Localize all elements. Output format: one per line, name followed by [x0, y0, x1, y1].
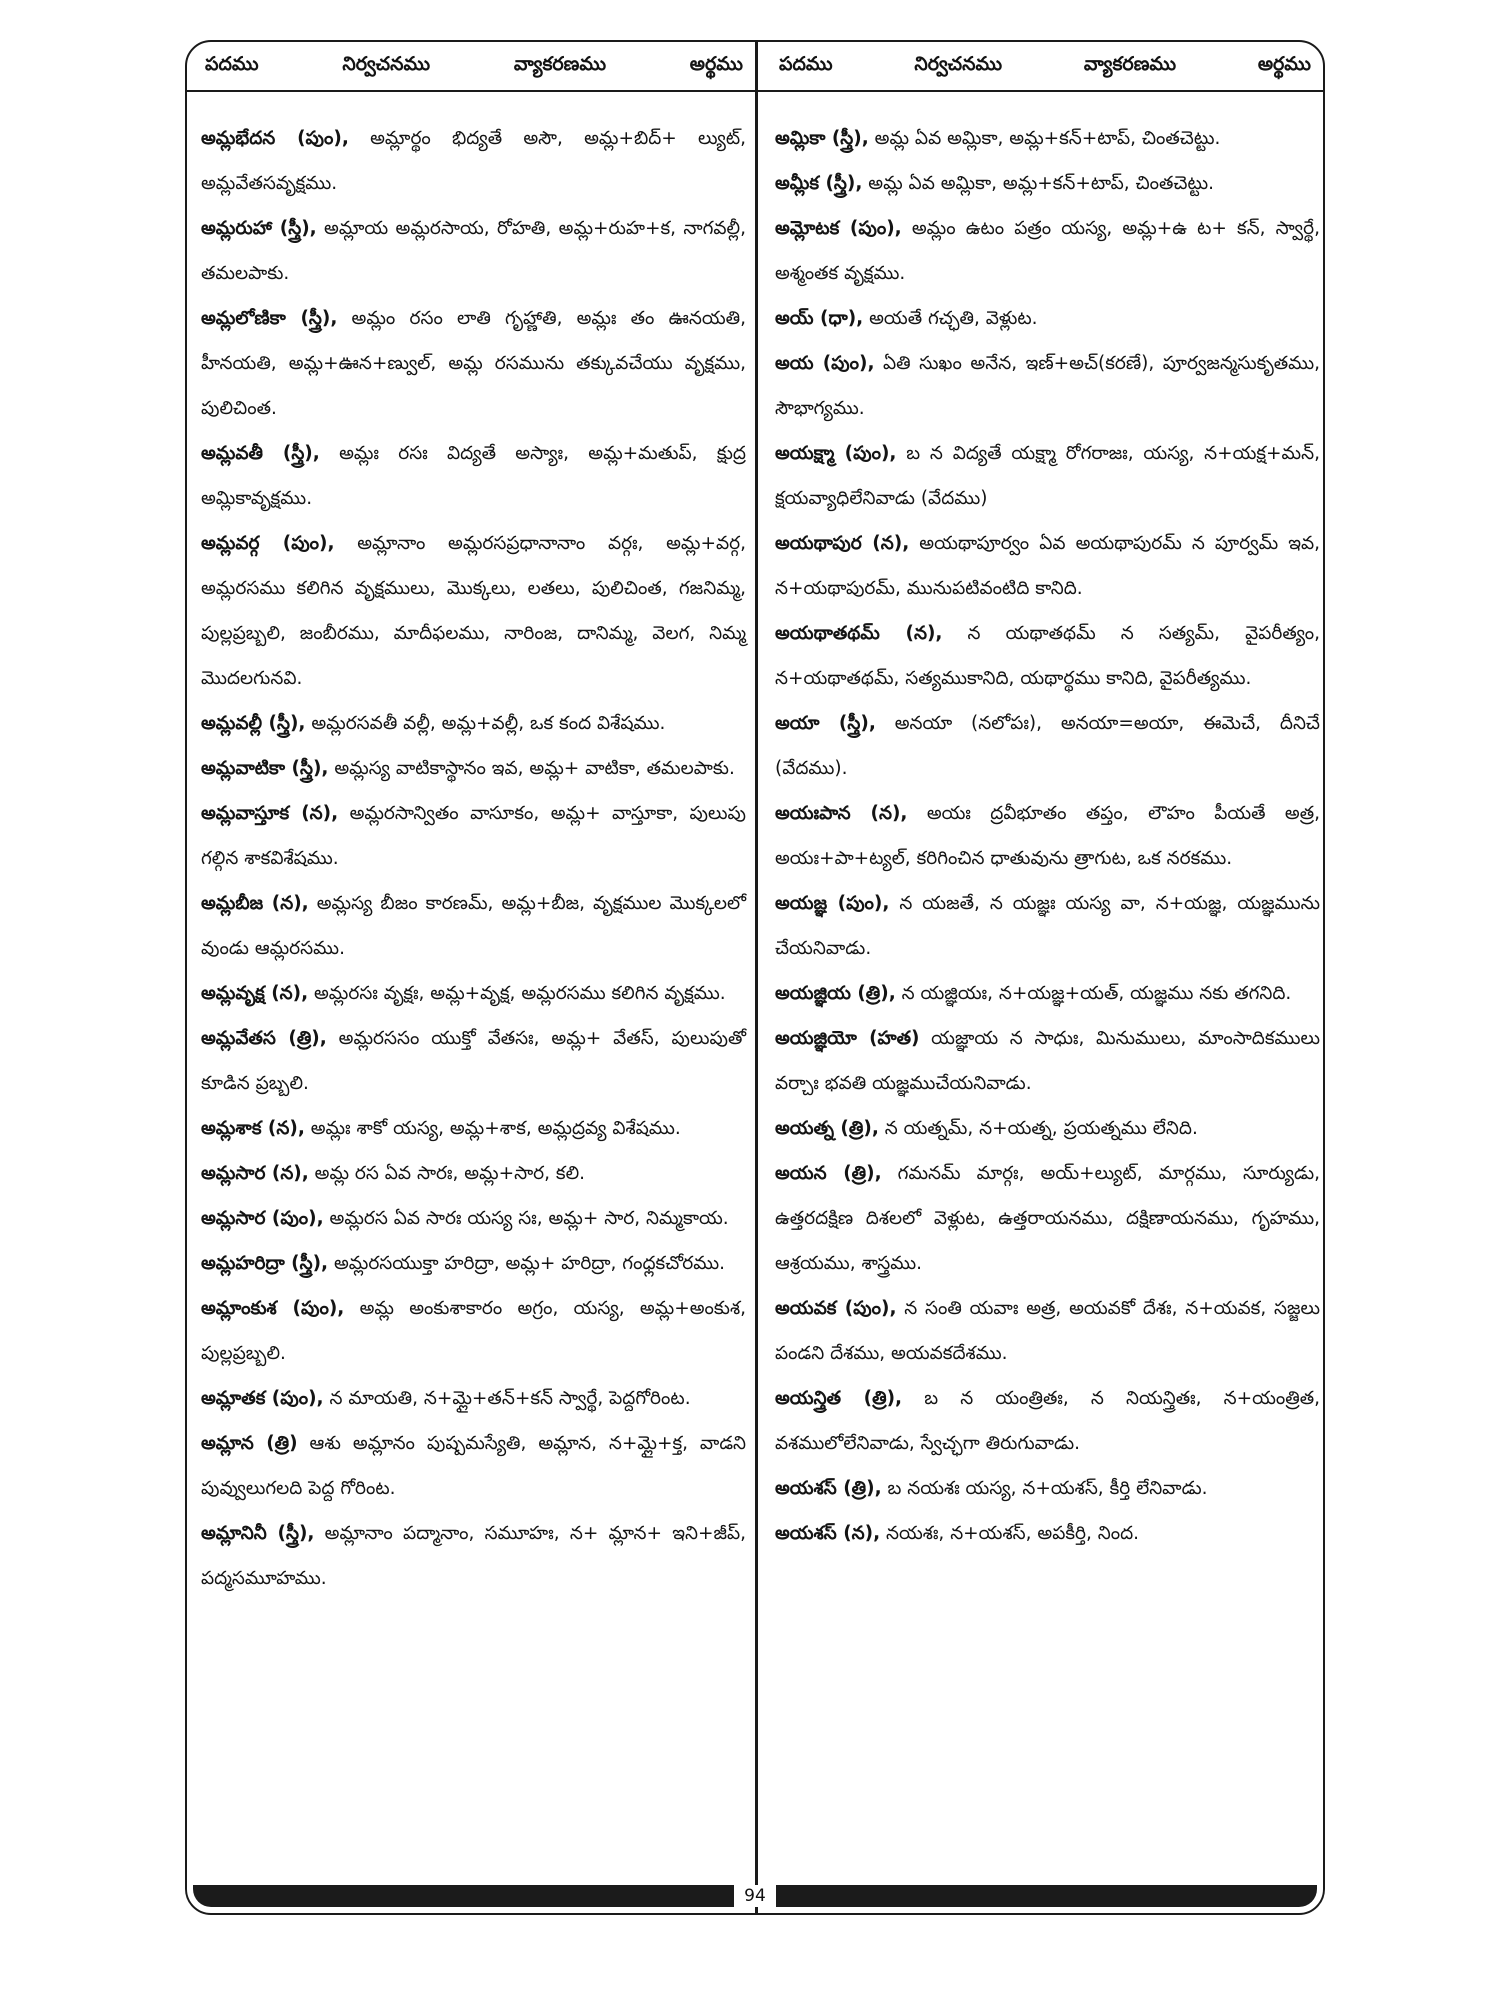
entry-definition: ఆశు అమ్లానం పుష్పమస్యేతి, అమ్లాన, న+మ్లై+క్త, వాడని పువ్వులుగలది పెద్ద గోరింట. [201, 1433, 746, 1499]
entry-headword: అయ (పుం), [775, 353, 875, 374]
dictionary-entry [201, 1376, 746, 1421]
dictionary-entry [201, 1151, 746, 1196]
dictionary-entry [201, 431, 746, 521]
entry-definition: న యథాతథమ్ న సత్యమ్, వైపరీత్యం, న+యథాతథమ్, సత్యముకానిది, యథార్థము కానిది, వైపరీత్యము. [775, 623, 1320, 689]
entry-definition: అమ్లార్థం భిద్యతే అసౌ, అమ్ల+బిద్+ ల్యుట్, అమ్లవేతసవృక్షము. [201, 128, 746, 194]
entry-headword: అమ్లాన (త్రి) [201, 1433, 298, 1454]
dictionary-entry [775, 611, 1320, 701]
entry-definition: అమ్లరస ఏవ సారః యస్య సః, అమ్ల+ సార, నిమ్మకాయ. [323, 1208, 729, 1229]
entry-definition: న యజతే, న యజ్ఞః యస్య వా, న+యజ్ఞ, యజ్ఞమును చేయనివాడు. [775, 893, 1320, 959]
entry-headword: అమ్లోటక (పుం), [775, 218, 902, 239]
entry-definition: అమ్ల అంకుశాకారం అగ్రం, యస్య, అమ్ల+అంకుశ, పుల్లప్రబ్బలి. [201, 1298, 746, 1364]
dictionary-entry [775, 1016, 1320, 1106]
entry-definition: నయశః, న+యశస్, అపకీర్తి, నింద. [880, 1523, 1140, 1544]
entry-headword: అమ్లీక (స్త్రీ), [775, 173, 863, 194]
dictionary-entry [201, 791, 746, 881]
entry-definition: బ న యంత్రితః, న నియన్త్రితః, న+యంత్రిత, వశములోలేనివాడు, స్వేచ్ఛగా తిరుగువాడు. [775, 1388, 1320, 1454]
header-word: పదము [205, 52, 259, 75]
entry-headword: అమ్లబీజ (న), [201, 893, 309, 914]
dictionary-entry [775, 1106, 1320, 1151]
header-meaning: అర్థము [689, 52, 743, 75]
dictionary-entry [775, 1376, 1320, 1466]
entry-headword: అయా (స్త్రీ), [775, 713, 876, 734]
header-grammar: వ్యాకరణము [1083, 52, 1177, 75]
entry-headword: అయజ్ఞియ (త్రి), [775, 983, 896, 1004]
entry-headword: అమ్లవృక్ష (న), [201, 983, 309, 1004]
dictionary-entry [775, 701, 1320, 791]
entry-headword: అమ్లహరిద్రా (స్త్రీ), [201, 1253, 329, 1274]
entry-definition: అమ్లరసయుక్తా హరిద్రా, అమ్ల+ హరిద్రా, గంధ్లకచోరము. [328, 1253, 726, 1274]
entry-definition: యజ్ఞాయ న సాధుః, మినుములు, మాంసాదికములు వర్చాః భవతి యజ్ఞముచేయనివాడు. [775, 1028, 1320, 1094]
entry-headword: అయవక (పుం), [775, 1298, 897, 1319]
entry-definition: అమ్లరససం యుక్తో వేతసః, అమ్ల+ వేతస్, పులుపుతో కూడిన ప్రబ్బలి. [201, 1028, 746, 1094]
entry-definition: అమ్లం ఉటం పత్రం యస్య, అమ్ల+ఉ ట+ కన్, స్వార్థే, అశ్మంతక వృక్షము. [775, 218, 1320, 284]
entry-definition: అయః ద్రవీభూతం తప్తం, లౌహం పీయతే అత్ర, అయః+పా+ట్యల్, కరిగించిన ధాతువును త్రాగుట, ఒక నరకము. [775, 803, 1321, 869]
dictionary-entry [201, 521, 746, 701]
dictionary-entry [775, 161, 1320, 206]
header-grammar: వ్యాకరణము [513, 52, 607, 75]
dictionary-entry [201, 1196, 746, 1241]
dictionary-entry [775, 296, 1320, 341]
dictionary-entry [775, 1286, 1320, 1376]
header-definition: నిర్వచనము [914, 52, 1003, 75]
entry-headword: అయశస్ (న), [775, 1523, 881, 1544]
entry-headword: అమ్లవతీ (స్త్రీ), [201, 443, 320, 464]
entry-headword: అమ్లికా (స్త్రీ), [775, 128, 869, 149]
dictionary-entry [775, 1511, 1320, 1556]
entry-headword: అయన్త్రిత (త్రి), [775, 1388, 903, 1409]
entry-headword: అయ్ (ధా), [775, 308, 864, 329]
dictionary-entry [201, 296, 746, 431]
column-divider [755, 42, 758, 1913]
entry-headword: అయశస్ (త్రి), [775, 1478, 882, 1499]
entry-headword: అమ్లశాక (న), [201, 1118, 305, 1139]
entry-definition: బ నయశః యస్య, న+యశస్, కీర్తి లేనివాడు. [881, 1478, 1208, 1499]
entry-headword: అయజ్ఞ (పుం), [775, 893, 890, 914]
dictionary-entry [775, 791, 1320, 881]
header-definition: నిర్వచనము [342, 52, 431, 75]
entry-definition: గమనమ్ మార్గః, అయ్+ల్యుట్, మార్గము, సూర్యుడు, ఉత్తరదక్షిణ దిశలలో వెళ్లుట, ఉత్తరాయనము, దక్షిణాయనము, గృహము, ఆశ్రయము, శాస్త్రము. [775, 1163, 1320, 1274]
entry-definition: అమ్లస్య వాటికాస్థానం ఇవ, అమ్ల+ వాటికా, తమలపాకు. [328, 758, 735, 779]
entry-headword: అయన (త్రి), [775, 1163, 882, 1184]
dictionary-entry [201, 1421, 746, 1511]
entry-definition: అమ్లః రసః విద్యతే అస్యాః, అమ్ల+మతుప్, క్షుద్ర అమ్లికావృక్షము. [201, 443, 746, 509]
entry-headword: అమ్లానినీ (స్త్రీ), [201, 1523, 315, 1544]
page-frame [185, 40, 1325, 1915]
entry-definition: అమ్ల రస ఏవ సారః, అమ్ల+సార, కలి. [308, 1163, 586, 1184]
entry-headword: అయక్ష్మా (పుం), [775, 443, 897, 464]
entry-headword: అయఃపాన (న), [775, 803, 908, 824]
entry-headword: అమ్లభేదన (పుం), [201, 128, 349, 149]
entry-definition: న సంతి యవాః అత్ర, అయవకో దేశః, న+యవక, సజ్జలు పండని దేశము, అయవకదేశము. [775, 1298, 1320, 1364]
entry-definition: అమ్లస్య బీజం కారణమ్, అమ్ల+బీజ, వృక్షముల మొక్కలలో వుండు ఆమ్లరసము. [201, 893, 746, 959]
entry-headword: అమ్లాంకుశ (పుం), [201, 1298, 345, 1319]
entry-headword: అయథాతథమ్ (న), [775, 623, 943, 644]
entry-definition: ఏతి సుఖం అనేన, ఇణ్+అచ్(కరణే), పూర్వజన్మసుకృతము, సౌభాగ్యము. [775, 353, 1320, 419]
entry-definition: అమ్లం రసం లాతి గృహ్ణాతి, అమ్లః తం ఊనయతి, హీనయతి, అమ్ల+ఊన+ణ్వుల్, అమ్ల రసమును తక్కువచేయు వృక్షము, పులిచింత. [201, 308, 746, 419]
entry-headword: అమ్లాతక (పుం), [201, 1388, 324, 1409]
dictionary-entry [201, 746, 746, 791]
entry-headword: అమ్లసార (న), [201, 1163, 309, 1184]
entry-headword: అయథాపుర (న), [775, 533, 910, 554]
dictionary-entry [201, 116, 746, 206]
entry-definition: అమ్లరసవతీ వల్లీ, అమ్ల+వల్లీ, ఒక కంద విశేషము. [305, 713, 666, 734]
header-meaning: అర్థము [1257, 52, 1311, 75]
entry-definition: అమ్లాయ అమ్లరసాయ, రోహతి, అమ్ల+రుహ+క, నాగవల్లీ, తమలపాకు. [201, 218, 746, 284]
entry-definition: అమ్లానాం అమ్లరసప్రధానానాం వర్గః, అమ్ల+వర్గ, అమ్లరసము కలిగిన వృక్షములు, మొక్కలు, లతలు, పులిచింత, గజనిమ్మ, పుల్లప్రబ్బలి, జంబీరము, మాదీఫలము, నారింజ, దానిమ్మ, వెలగ, నిమ్మ మొదలగునవి. [201, 533, 746, 689]
header-right [755, 42, 1323, 90]
entry-definition: న యజ్ఞియః, న+యజ్ఞ+యత్, యజ్ఞము నకు తగనిది. [895, 983, 1292, 1004]
dictionary-entry [201, 701, 746, 746]
left-column [201, 116, 746, 1601]
entry-headword: అమ్లవాస్తూక (న), [201, 803, 339, 824]
dictionary-entry [201, 1511, 746, 1601]
dictionary-entry [775, 206, 1320, 296]
dictionary-entry [201, 1241, 746, 1286]
entry-headword: అమ్లసార (పుం), [201, 1208, 324, 1229]
dictionary-entry [201, 206, 746, 296]
dictionary-entry [201, 1106, 746, 1151]
entry-definition: అమ్లరసః వృక్షః, అమ్ల+వృక్ష, అమ్లరసము కలిగిన వృక్షము. [308, 983, 726, 1004]
dictionary-entry [775, 431, 1320, 521]
entry-definition: అయథాపూర్వం ఏవ అయథాపురమ్ న పూర్వమ్ ఇవ, న+యథాపురమ్, మునుపటివంటిది కానిది. [775, 533, 1320, 599]
page-footer-bar [193, 1885, 1317, 1907]
entry-definition: న మాయతి, న+మ్లై+తన్+కన్ స్వార్థే, పెద్దగోరింట. [323, 1388, 691, 1409]
entry-definition: అయతే గచ్ఛతి, వెళ్లుట. [863, 308, 1038, 329]
entry-definition: అనయా (నలోపః), అనయా=అయా, ఈమెచే, దీనిచే (వేదము). [775, 713, 1320, 779]
entry-headword: అమ్లలోణికా (స్త్రీ), [201, 308, 338, 329]
entry-headword: అమ్లవాటికా (స్త్రీ), [201, 758, 329, 779]
entry-definition: అమ్లరసాన్వితం వాసూకం, అమ్ల+ వాస్తూకా, పులుపు గల్గిన శాకవిశేషము. [201, 803, 746, 869]
dictionary-entry [775, 1151, 1320, 1286]
page-number: 94 [734, 1885, 776, 1907]
header-word: పదము [778, 52, 833, 75]
entry-definition: అమ్ల ఏవ అమ్లికా, అమ్ల+కన్+టాప్, చింతచెట్టు. [862, 173, 1215, 194]
entry-headword: అయజ్ఞియో (హత) [775, 1028, 920, 1049]
dictionary-entry [775, 1466, 1320, 1511]
entry-headword: అయత్న (త్రి), [775, 1118, 879, 1139]
dictionary-entry [201, 1286, 746, 1376]
entry-definition: అమ్ల ఏవ అమ్లికా, అమ్ల+కన్+టాప్, చింతచెట్టు. [868, 128, 1221, 149]
entry-headword: అమ్లవర్గ (పుం), [201, 533, 335, 554]
dictionary-entry [775, 116, 1320, 161]
dictionary-entry [201, 971, 746, 1016]
entry-headword: అమ్లవేతస (త్రి), [201, 1028, 327, 1049]
entry-definition: అమ్లః శాకో యస్య, అమ్ల+శాక, అమ్లద్రవ్య విశేషము. [304, 1118, 681, 1139]
entry-headword: అమ్లవల్లీ (స్త్రీ), [201, 713, 306, 734]
entry-definition: న యత్నమ్, న+యత్న, ప్రయత్నము లేనిది. [878, 1118, 1198, 1139]
dictionary-entry [775, 341, 1320, 431]
dictionary-entry [775, 521, 1320, 611]
entry-definition: అమ్లానాం పద్మానాం, సమూహః, న+ మ్లాన+ ఇని+జీప్, పద్మసమూహము. [201, 1523, 747, 1589]
entry-headword: అమ్లరుహా (స్త్రీ), [201, 218, 317, 239]
entry-definition: బ న విద్యతే యక్ష్మా రోగరాజః, యస్య, న+యక్ష+మన్, క్షయవ్యాధిలేనివాడు (వేదము) [775, 443, 1320, 509]
dictionary-entry [775, 881, 1320, 971]
dictionary-entry [775, 971, 1320, 1016]
dictionary-entry [201, 1016, 746, 1106]
right-column [775, 116, 1320, 1556]
header-left [187, 42, 755, 90]
dictionary-entry [201, 881, 746, 971]
